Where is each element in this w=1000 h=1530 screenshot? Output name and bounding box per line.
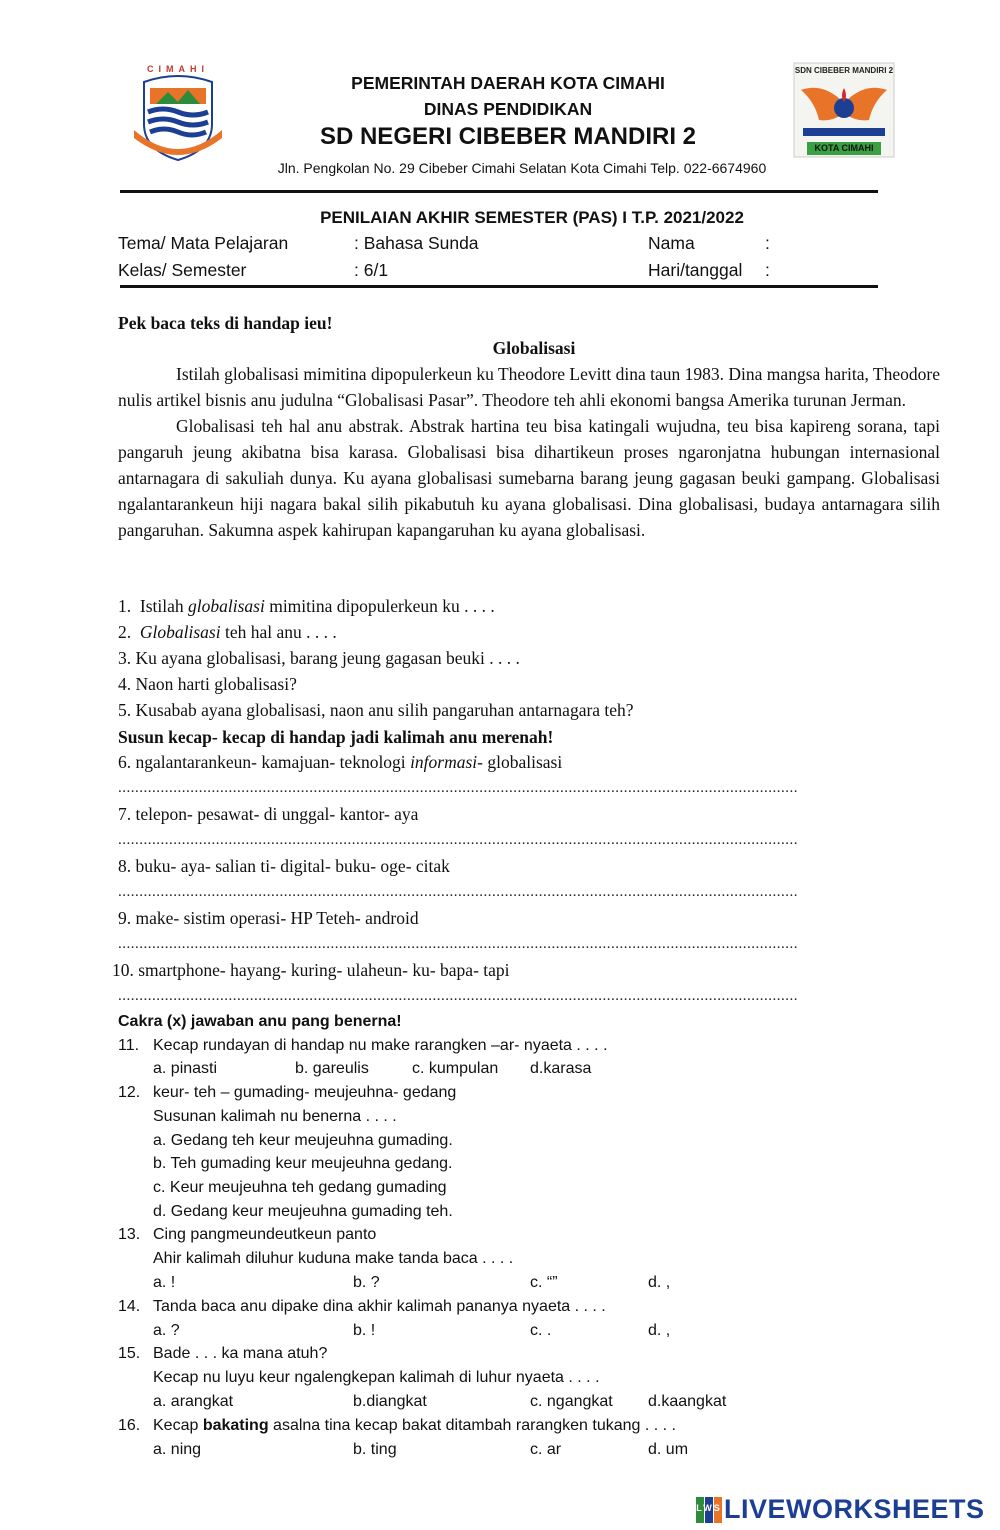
q16-option-c[interactable]: c. ar (530, 1441, 562, 1458)
q15-option-b[interactable]: b.diangkat (353, 1393, 427, 1410)
date-label: Hari/tanggal (648, 260, 743, 280)
question-3: 3. Ku ayana globalisasi, barang jeung gagasan beuki . . . . (118, 648, 520, 668)
q14-option-c[interactable]: c. . (530, 1322, 552, 1339)
q12-number: 12. (118, 1084, 141, 1101)
q6-text-post: - globalisasi (477, 752, 563, 772)
question-9: 9. make- sistim operasi- HP Teteh- android (118, 908, 419, 928)
q15-text: Bade . . . ka mana atuh? (153, 1345, 328, 1362)
q14-option-d[interactable]: d. , (648, 1322, 671, 1339)
question-8: 8. buku- aya- salian ti- digital- buku- oge- citak (118, 856, 450, 876)
school-name: SD NEGERI CIBEBER MANDIRI 2 (319, 123, 697, 150)
q6-text-pre: 6. ngalantarankeun- kamajuan- teknologi (118, 752, 411, 772)
q12-text-2: Susunan kalimah nu benerna . . . . (153, 1108, 397, 1125)
q13-text-2: Ahir kalimah diluhur kuduna make tanda baca . . . . (153, 1250, 514, 1267)
question-2 (118, 622, 337, 643)
q2-text-post: teh hal anu . . . . (220, 622, 337, 642)
school-address: Jln. Pengkolan No. 29 Cibeber Cimahi Selatan Kota Cimahi Telp. 022-6674960 (277, 160, 767, 176)
q13-number: 13. (118, 1226, 141, 1243)
q15-number: 15. (118, 1345, 141, 1362)
q13-option-c[interactable]: c. “” (530, 1274, 558, 1291)
q2-number: 2. (118, 622, 132, 642)
q11-option-d[interactable]: d.karasa (530, 1060, 592, 1077)
question-5: 5. Kusabab ayana globalisasi, naon anu silih pangaruhan antarnagara teh? (118, 700, 634, 720)
q1-number: 1. (118, 596, 132, 616)
q6-term: informasi (410, 752, 478, 772)
q15-text-2: Kecap nu luyu keur ngalengkepan kalimah di luhur nyaeta . . . . (153, 1369, 600, 1386)
gov-name: PEMERINTAH DAERAH KOTA CIMAHI (351, 73, 665, 93)
q13-option-b[interactable]: b. ? (353, 1274, 380, 1291)
q14-option-b[interactable]: b. ! (353, 1322, 376, 1339)
q1-term: globalisasi (188, 596, 265, 616)
q1-text-post: mimitina dipopulerkeun ku . . . . (264, 596, 495, 616)
q16-number: 16. (118, 1417, 141, 1434)
q1-text-pre: Istilah (139, 596, 188, 616)
q15-option-c[interactable]: c. ngangkat (530, 1393, 613, 1410)
cimahi-crest-logo (130, 64, 226, 164)
q14-option-a[interactable]: a. ? (153, 1322, 180, 1339)
exam-title: PENILAIAN AKHIR SEMESTER (PAS) I T.P. 2021/2022 (320, 208, 744, 227)
answer-line-6[interactable]: ................................................................................................................................................................ (118, 780, 798, 796)
q11-text: Kecap rundayan di handap nu make rarangken –ar- nyaeta . . . . (153, 1037, 608, 1054)
class-label: Kelas/ Semester (118, 260, 247, 280)
liveworksheets-mark-letters: LWS (696, 1503, 722, 1513)
q15-option-a[interactable]: a. arangkat (153, 1393, 234, 1410)
q14-number: 14. (118, 1298, 141, 1315)
answer-line-10[interactable]: ................................................................................................................................................................ (118, 988, 798, 1004)
q16-option-a[interactable]: a. ning (153, 1441, 202, 1458)
school-badge-logo (793, 62, 895, 158)
q11-option-c[interactable]: c. kumpulan (412, 1060, 499, 1077)
answer-line-8[interactable]: ................................................................................................................................................................ (118, 884, 798, 900)
q11-option-a[interactable]: a. pinasti (153, 1060, 218, 1077)
date-colon: : (765, 260, 770, 280)
crest-top-text: CIMAHI (147, 64, 209, 74)
q16-text (153, 1417, 676, 1435)
reading-title: Globalisasi (492, 338, 576, 358)
department-name: DINAS PENDIDIKAN (423, 99, 593, 119)
paragraph-2: Globalisasi teh hal anu abstrak. Abstrak hartina teu bisa katingali wujudna, teu bisa kapireng sorana, tapi pangaruh jeung akibatna bisa karasa. Globalisasi bisa dihartikeun proses ngaronjatna hubungan internasional antarnagara di sakuliah dunya. Ku ayana globalisasi sumebarna barang jeung gagasan beuki gampang. Globalisasi ngalantarankeun hiji nagara bakal silih pikabutuh ku ayana globalisasi. Dina globalisasi, budaya antarnagara silih pangaruhan. Sakumna aspek kahirupan kapangaruhan ku ayana globalisasi. (118, 416, 940, 540)
q16-keyword: bakating (202, 1417, 269, 1434)
liveworksheets-wordmark: LIVEWORKSHEETS (724, 1494, 985, 1524)
reading-text (118, 361, 940, 543)
question-10: 10. smartphone- hayang- kuring- ulaheun- ku- bapa- tapi (112, 960, 510, 980)
paragraph-1: Istilah globalisasi mimitina dipopulerkeun ku Theodore Levitt dina taun 1983. Dina mangsa harita, Theodore nulis artikel bisnis anu judulna “Globalisasi Pasar”. Theodore teh ahli ekonomi bangsa Amerika turunan Jerman. (118, 364, 940, 410)
q16-option-d[interactable]: d. um (648, 1441, 689, 1458)
q16-option-b[interactable]: b. ting (353, 1441, 397, 1458)
class-value: : 6/1 (354, 260, 389, 280)
q16-text-pre: Kecap (153, 1417, 203, 1434)
header-divider (120, 190, 878, 193)
question-6 (118, 752, 562, 773)
q13-text: Cing pangmeundeutkeun panto (153, 1226, 377, 1243)
arrange-instruction: Susun kecap- kecap di handap jadi kalimah anu merenah! (118, 727, 554, 747)
q16-text-post: asalna tina kecap bakat ditambah rarangken tukang . . . . (268, 1417, 676, 1434)
info-divider (120, 285, 878, 288)
liveworksheets-logo[interactable] (696, 1494, 996, 1526)
q12-option-d[interactable]: d. Gedang keur meujeuhna gumading teh. (153, 1203, 453, 1220)
q14-text: Tanda baca anu dipake dina akhir kalimah pananya nyaeta . . . . (153, 1298, 606, 1315)
answer-line-7[interactable]: ................................................................................................................................................................ (118, 832, 798, 848)
q11-number: 11. (118, 1037, 140, 1054)
name-colon: : (765, 233, 770, 253)
subject-label: Tema/ Mata Pelajaran (118, 233, 289, 253)
q12-option-a[interactable]: a. Gedang teh keur meujeuhna gumading. (153, 1132, 453, 1149)
q11-option-b[interactable]: b. gareulis (295, 1060, 369, 1077)
q12-option-c[interactable]: c. Keur meujeuhna teh gedang gumading (153, 1179, 447, 1196)
q15-option-d[interactable]: d.kaangkat (648, 1393, 727, 1410)
badge-ring-text: SDN CIBEBER MANDIRI 2 (794, 66, 894, 75)
reading-instruction: Pek baca teks di handap ieu! (118, 313, 333, 333)
liveworksheets-mark-icon (696, 1497, 722, 1523)
q13-option-d[interactable]: d. , (648, 1274, 671, 1291)
answer-line-9[interactable]: ................................................................................................................................................................ (118, 936, 798, 952)
question-1 (118, 596, 495, 617)
badge-banner-text: KOTA CIMAHI (814, 143, 874, 153)
subject-value: : Bahasa Sunda (354, 233, 479, 253)
q12-text: keur- teh – gumading- meujeuhna- gedang (153, 1084, 457, 1101)
question-4: 4. Naon harti globalisasi? (118, 674, 297, 694)
q13-option-a[interactable]: a. ! (153, 1274, 176, 1291)
name-label: Nama (648, 233, 695, 253)
q2-term: Globalisasi (139, 622, 221, 642)
question-7: 7. telepon- pesawat- di unggal- kantor- aya (118, 804, 419, 824)
q12-option-b[interactable]: b. Teh gumading keur meujeuhna gedang. (153, 1155, 453, 1172)
mc-instruction: Cakra (x) jawaban anu pang benerna! (118, 1013, 402, 1030)
